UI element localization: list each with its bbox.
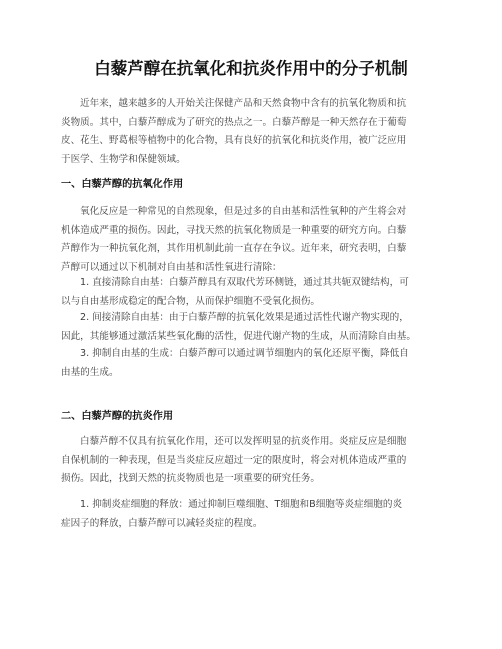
document-title: 白藜芦醇在抗氧化和抗炎作用中的分子机制 (94, 59, 408, 78)
text-line: 因此，其能够通过激活某些氧化酶的活性，促进代谢产物的生成，从而清除自由基。 (61, 330, 416, 342)
text-line: 于医学、生物学和保健领域。 (61, 153, 186, 165)
text-line: 自保机制的一种表现，但是当炎症反应超过一定的限度时，将会对机体造成严重的 (61, 454, 407, 466)
text-line: 1. 直接清除自由基：白藜芦醇具有双取代芳环侧链，通过其共轭双键结构，可 (80, 277, 409, 288)
text-line: 2. 间接清除自由基：由于白藜芦醇的抗氧化效果是通过活性代谢产物实现的， (80, 312, 409, 323)
text-line: 1. 抑制炎症细胞的释放：通过抑制巨噬细胞、T细胞和B细胞等炎症细胞的炎 (80, 499, 403, 510)
section2-paragraph (61, 433, 443, 489)
section1-paragraph (61, 203, 443, 277)
text-line: 3. 抑制自由基的生成：白藜芦醇可以通过调节细胞内的氧化还原平衡，降低自 (80, 348, 409, 359)
text-line: 以与自由基形成稳定的配合物，从而保护细胞不受氧化损伤。 (61, 295, 321, 307)
text-line: 机体造成严重的损伤。因此，寻找天然的抗氧化物质是一种重要的研究方向。白藜 (61, 224, 407, 236)
list-item (61, 345, 443, 382)
list-item (61, 309, 443, 346)
section-heading: 二、白藜芦醇的抗炎作用 (61, 411, 174, 422)
text-line: 芦醇可以通过以下机制对自由基和活性氧进行清除： (61, 261, 282, 273)
list-item (61, 274, 443, 311)
list-item (61, 496, 443, 533)
text-line: 症因子的释放，白藜芦醇可以减轻炎症的程度。 (61, 517, 263, 529)
text-line: 近年来，越来越多的人开始关注保健产品和天然食物中含有的抗氧化物质和抗 (80, 98, 407, 109)
intro-paragraph (61, 95, 443, 169)
text-line: 皮、花生、野葛根等植物中的化合物，具有良好的抗氧化和抗炎作用，被广泛应用 (61, 135, 407, 146)
text-line: 芦醇作为一种抗氧化剂，其作用机制此前一直存在争议。近年来，研究表明，白藜 (61, 243, 407, 254)
text-line: 白藜芦醇不仅具有抗氧化作用，还可以发挥明显的抗炎作用。炎症反应是细胞 (80, 436, 407, 447)
section-heading: 一、白藜芦醇的抗氧化作用 (61, 179, 184, 190)
text-line: 氧化反应是一种常见的自然现象，但是过多的自由基和活性氧种的产生将会对 (80, 206, 407, 217)
text-line: 由基的生成。 (61, 366, 119, 378)
text-line: 炎物质。其中，白藜芦醇成为了研究的热点之一。白藜芦醇是一种天然存在于葡萄 (61, 116, 407, 128)
text-line: 损伤。因此，找到天然的抗炎物质也是一项重要的研究任务。 (61, 473, 321, 484)
